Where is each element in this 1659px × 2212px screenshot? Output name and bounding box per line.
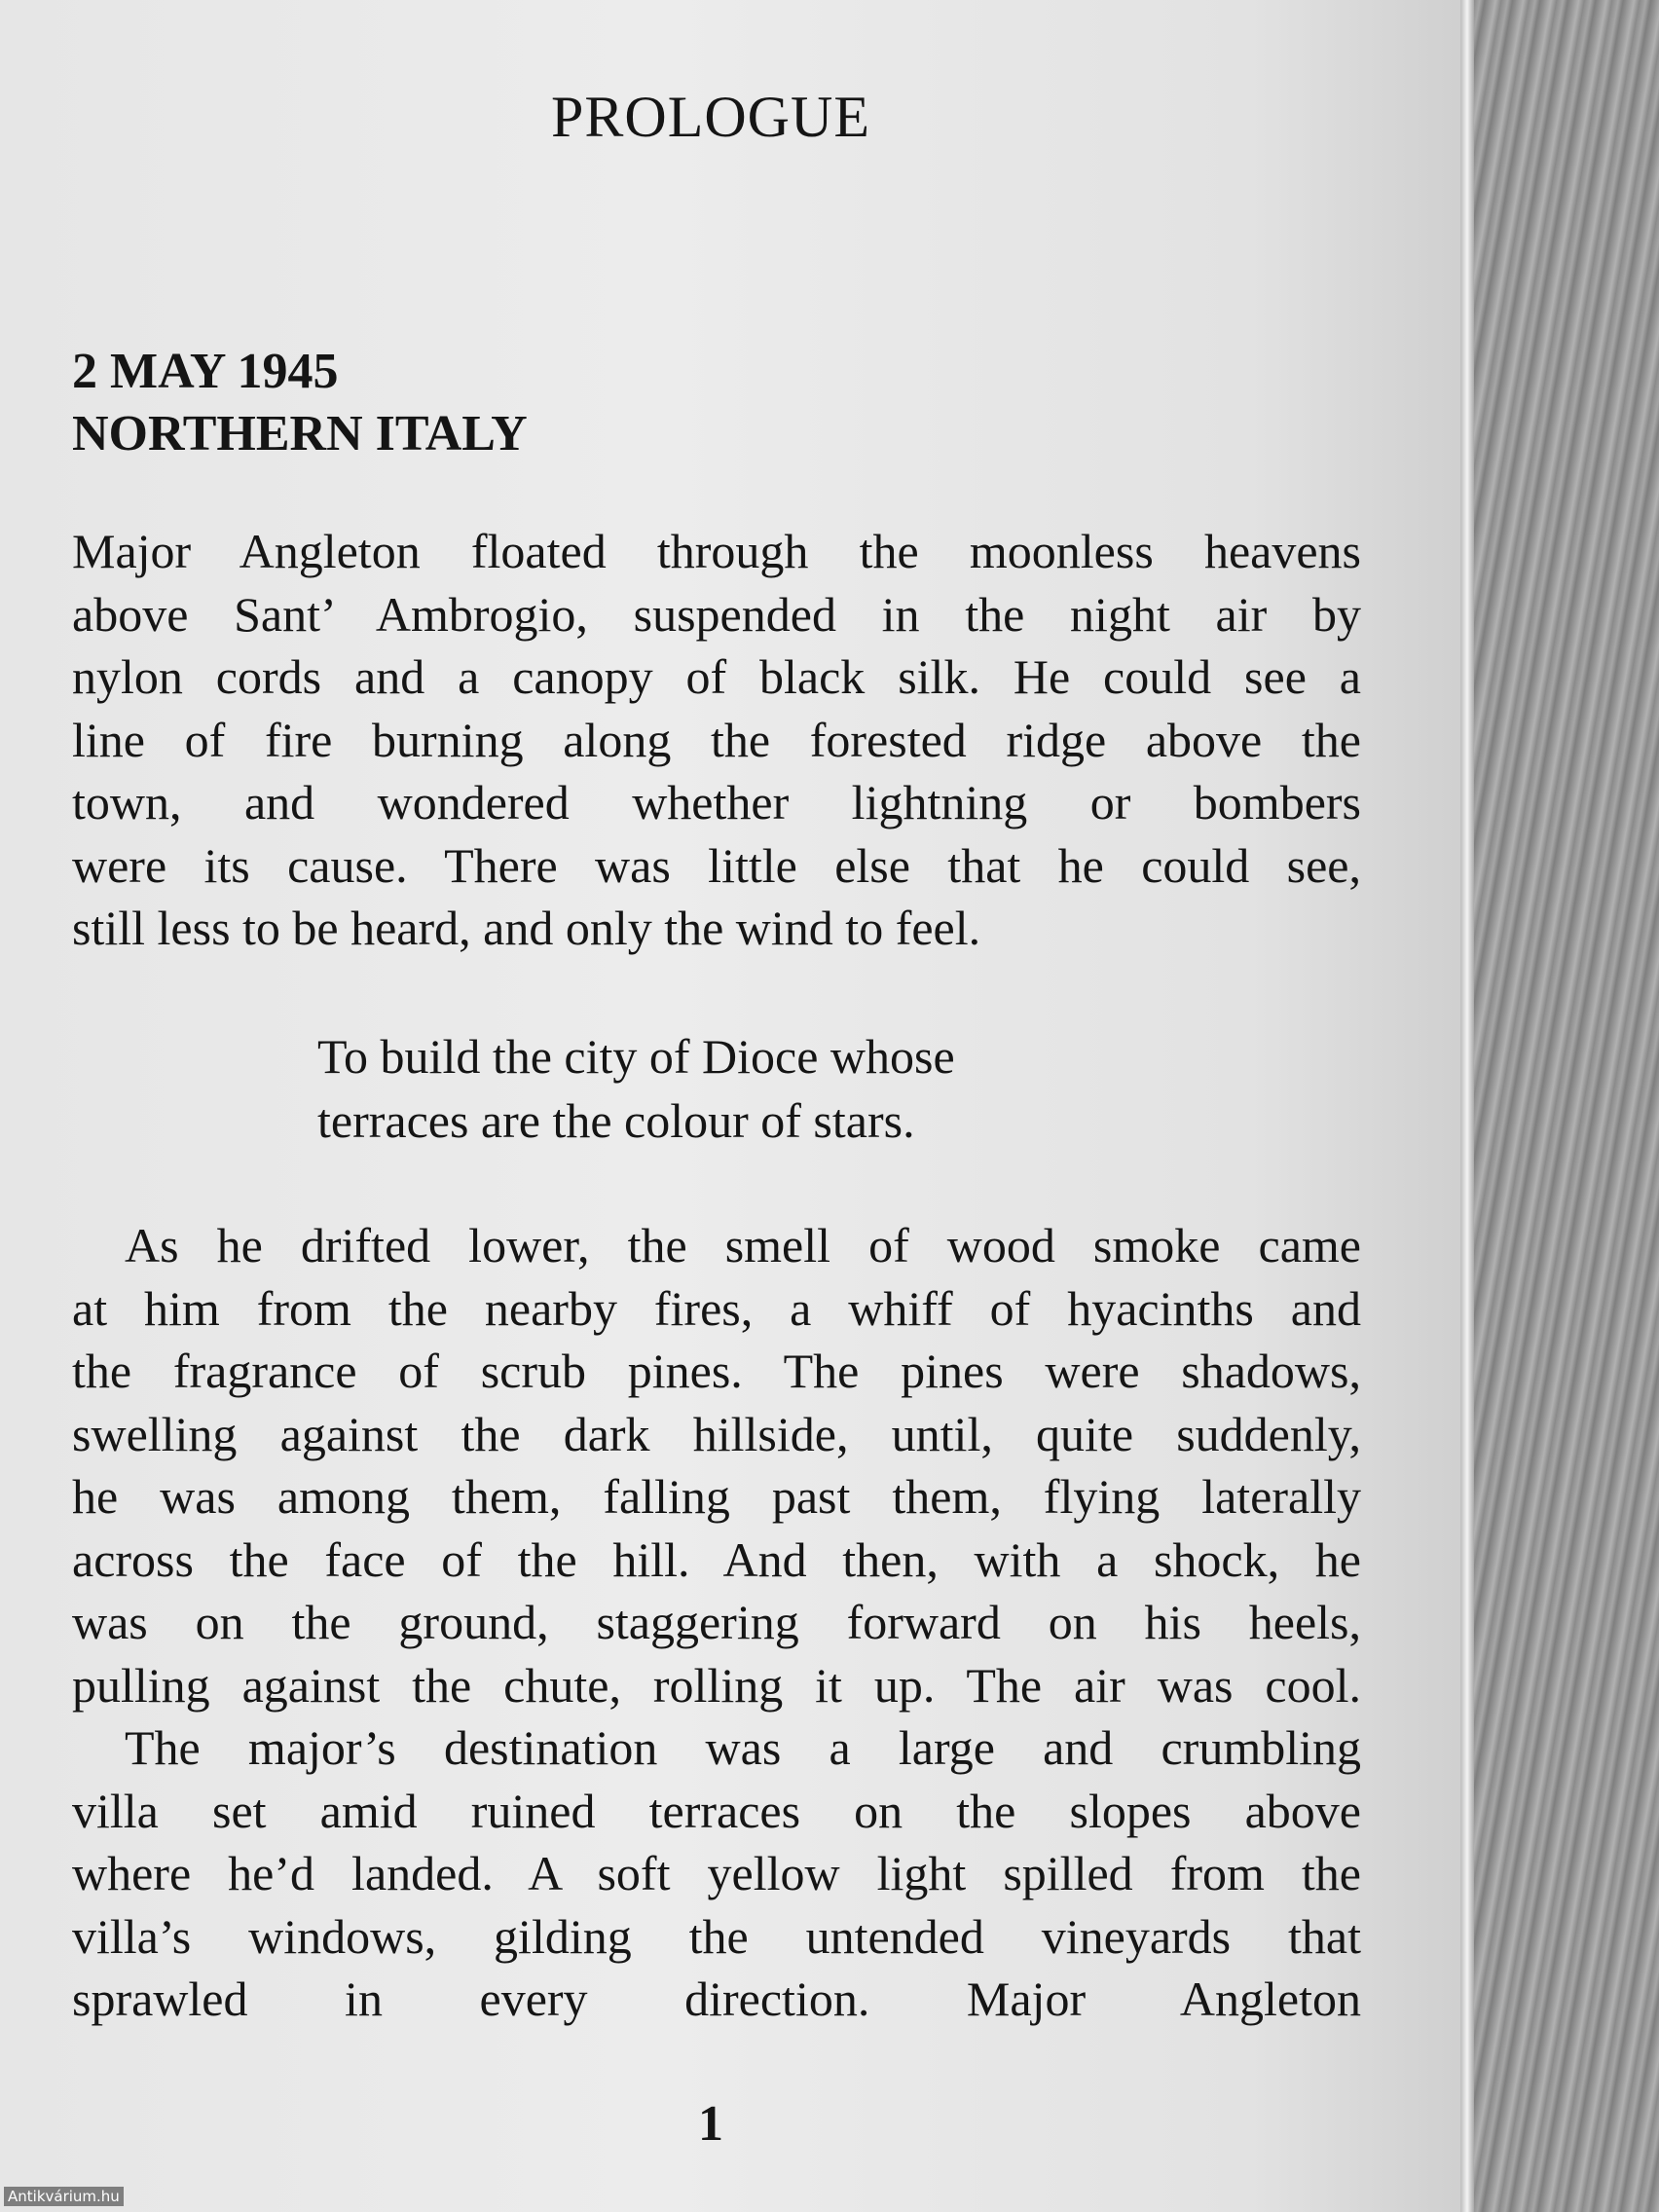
text-line: nylon cords and a canopy of black silk. He could see a <box>72 649 1361 704</box>
paragraph-1 <box>72 520 1361 960</box>
epigraph-quote <box>317 1024 955 1153</box>
page-edge <box>1460 0 1474 2212</box>
text-line: at him from the nearby fires, a whiff of hyacinths and <box>72 1280 1361 1336</box>
text-line: villa set amid ruined terraces on the slopes above <box>72 1783 1361 1838</box>
watermark: Antikvárium.hu <box>4 2187 124 2206</box>
text-line: above Sant’ Ambrogio, suspended in the night air by <box>72 586 1361 642</box>
text-line: where he’d landed. A soft yellow light spilled from the <box>72 1846 1361 1900</box>
chapter-title: PROLOGUE <box>550 85 870 149</box>
text-line: villa’s windows, gilding the untended vineyards that <box>72 1908 1361 1964</box>
text-line: across the face of the hill. And then, with a shock, he <box>72 1531 1361 1587</box>
dateline <box>72 341 1361 465</box>
dateline-place: NORTHERN ITALY <box>72 406 528 461</box>
text-line: swelling against the dark hillside, until, quite suddenly, <box>72 1406 1361 1461</box>
text-line: sprawled in every direction. Major Angleton <box>72 1972 1361 2026</box>
text-line: As he drifted lower, the smell of wood smoke came <box>125 1218 1361 1272</box>
quote-line: terraces are the colour of stars. <box>317 1093 915 1148</box>
paragraph-2 <box>72 1214 1361 1716</box>
show-through-text <box>68 0 1363 64</box>
text-line: line of fire burning along the forested ridge above the <box>72 712 1361 767</box>
dateline-date: 2 MAY 1945 <box>72 344 339 399</box>
text-line: the fragrance of scrub pines. The pines were shadows, <box>72 1344 1361 1398</box>
text-line: still less to be heard, and only the wind to feel. <box>72 901 981 955</box>
text-line: was on the ground, staggering forward on his heels, <box>72 1595 1361 1649</box>
text-line: were its cause. There was little else that he could see, <box>72 837 1361 893</box>
text-line: Major Angleton floated through the moonless heavens <box>72 524 1361 578</box>
page-number: 1 <box>698 2096 723 2152</box>
background-surface <box>1474 0 1659 2212</box>
text-line: The major’s destination was a large and crumbling <box>125 1720 1361 1775</box>
text-line: pulling against the chute, rolling it up. The air was cool. <box>72 1657 1361 1713</box>
text-line: he was among them, falling past them, flying laterally <box>72 1469 1361 1524</box>
paragraph-3 <box>72 1716 1361 2031</box>
quote-line: To build the city of Dioce whose <box>317 1029 955 1084</box>
text-line: town, and wondered whether lightning or bombers <box>72 775 1361 830</box>
